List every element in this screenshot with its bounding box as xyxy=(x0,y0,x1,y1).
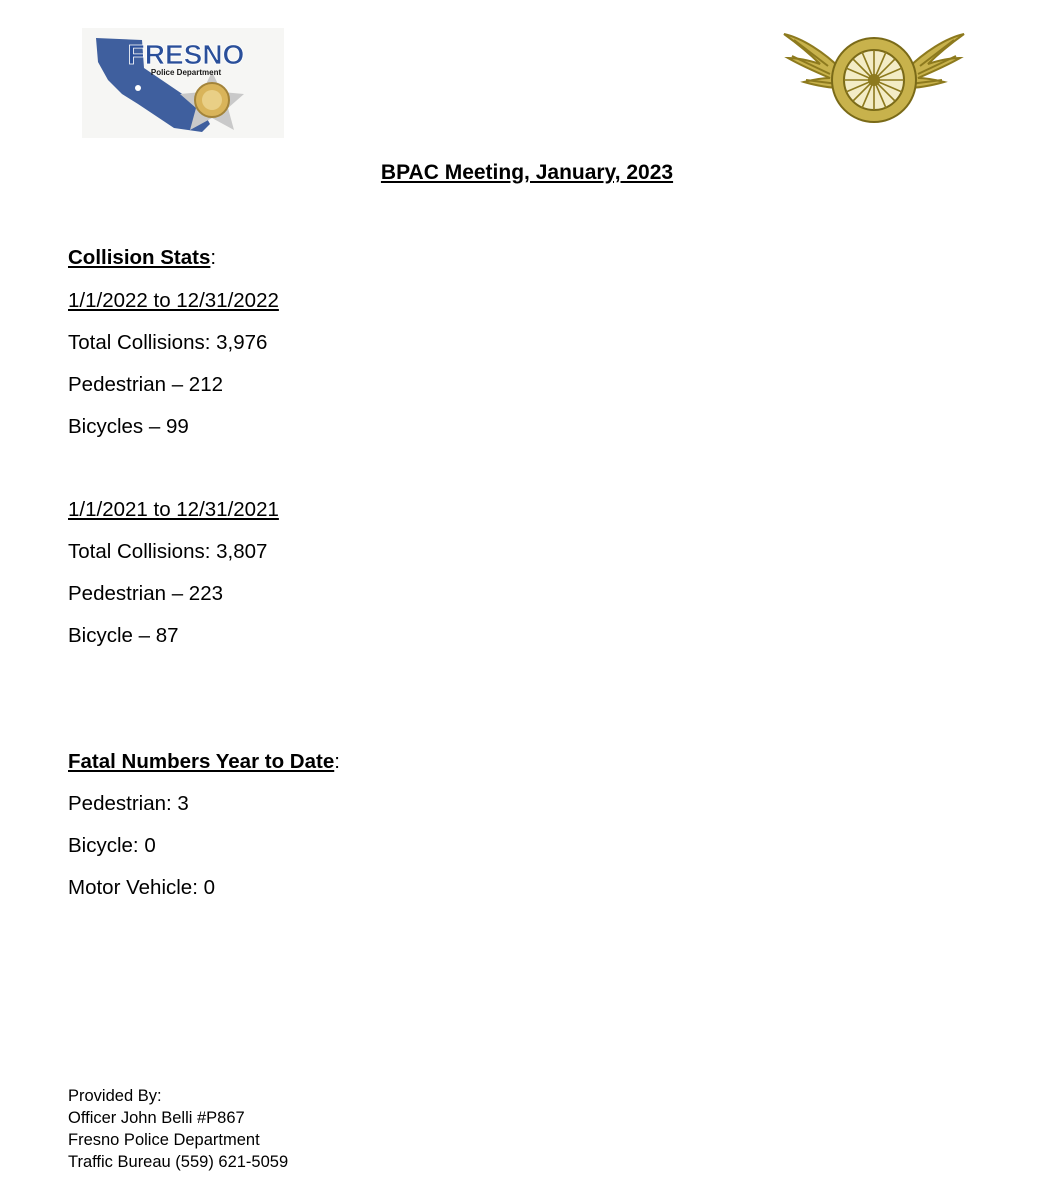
page-title-text: BPAC Meeting, January, 2023 xyxy=(380,161,674,184)
fatal-numbers-colon: : xyxy=(334,750,340,773)
fresno-police-logo xyxy=(82,28,284,138)
fatal-bicycle: Bicycle: 0 xyxy=(68,834,156,857)
period-2021-total: Total Collisions: 3,807 xyxy=(68,540,268,563)
period-2022-total: Total Collisions: 3,976 xyxy=(68,331,268,354)
period-2021-pedestrian: Pedestrian – 223 xyxy=(68,582,224,605)
period-2022-bicycle: Bicycles – 99 xyxy=(68,415,189,438)
winged-wheel-icon xyxy=(780,26,968,130)
provided-by-block xyxy=(68,1085,288,1173)
provided-by-label: Provided By: xyxy=(68,1087,162,1105)
fatal-numbers-heading-text: Fatal Numbers Year to Date xyxy=(68,750,335,773)
period-2021-range: 1/1/2021 to 12/31/2021 xyxy=(68,498,279,521)
logo-subtext: Police Department xyxy=(150,68,222,77)
period-2022-range: 1/1/2022 to 12/31/2022 xyxy=(68,289,279,312)
collision-stats-colon: : xyxy=(210,246,217,269)
collision-stats-heading xyxy=(68,246,216,270)
page-title xyxy=(0,161,1054,185)
collision-stats-heading-text: Collision Stats xyxy=(68,246,211,269)
period-2021-bicycle: Bicycle – 87 xyxy=(68,624,179,647)
officer-name: Officer John Belli #P867 xyxy=(68,1109,245,1127)
fatal-numbers-heading xyxy=(68,750,340,774)
fatal-motor-vehicle: Motor Vehicle: 0 xyxy=(68,876,215,899)
period-2022-pedestrian: Pedestrian – 212 xyxy=(68,373,224,396)
fatal-pedestrian: Pedestrian: 3 xyxy=(68,792,189,815)
traffic-bureau-phone: Traffic Bureau (559) 621-5059 xyxy=(68,1153,289,1171)
department-name: Fresno Police Department xyxy=(68,1131,260,1149)
logo-fresno-text: FRESNO xyxy=(127,39,245,70)
